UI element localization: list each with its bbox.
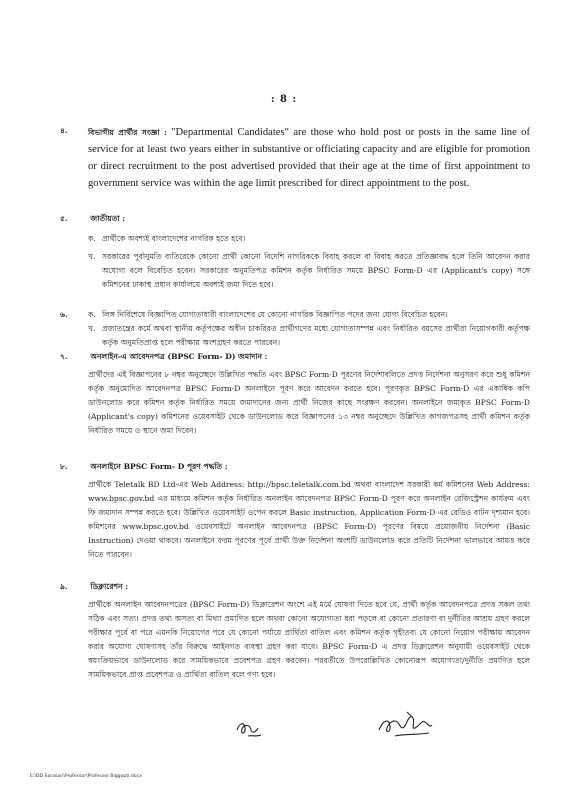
section-7 [60,350,530,438]
file-path-footer: E:\DD Sarasari\Professor\Professor Biggopti.docx [30,774,142,779]
signature-initials [234,716,264,740]
page-number: : 8 : [270,94,298,105]
section-heading: বিভাগীয় প্রার্থীর সংজ্ঞা : [88,128,167,137]
section-number: ৬. [60,310,68,319]
section-4 [60,124,530,192]
section-number: ৫. [60,214,68,223]
list-item: খ. প্রজাতন্ত্রের কর্মে অথবা স্থানীয় কর্তৃপক্ষের অধীন চাকরিরত প্রার্থীগণের মধ্যে যোগ্যতাসম্পন্ন এবং নির্ধারিত বয়সের প্রার্থীরা নিয়োগকারী কর্তৃপক্ষ কর্তৃক অনুমতিপ্রাপ্ত হলে পরীক্ষায় অংশগ্রহণ করতে পারবেন। [88,324,530,347]
section-text: "Departmental Candidates" are those who hold post or posts in the same line of service for at least two years either in substantive or officiating capacity and are eligible for promotion or direct recruitment to the post advertised provided that their age at the time of first appointment to government service was within the age limit prescribed for direct appointment to the post. [88,127,530,189]
section-number: ৯. [60,582,68,591]
signature [375,708,435,742]
section-heading: অনলাইনে BPSC Form- D পূরণ পদ্ধতি : [90,462,228,471]
section-5 [60,212,530,292]
section-9 [60,580,530,682]
section-text: প্রার্থীদের এই বিজ্ঞাপনের ৮ নম্বর অনুচ্ছেদে উল্লিখিত পদ্ধতি এবং BPSC Form-D পূরণের নির্দেশাবলিতে প্রদত্ত নির্দেশনা অনুসরণ করে শুধু কমিশন কর্তৃক অনুমোদিত আবেদনপত্র BPSC Form-D অনলাইনে পূরণ করে আবেদন করতে হবে। পূরণকৃত BPSC Form-D এর একাধিক কপি ডাউনলোড করে কমিশন কর্তৃক নির্ধারিত সময়ে জমাদানের জন্য প্রার্থী নিজের কাছে সংরক্ষণ করবেন। অনলাইনে জমাকৃত BPSC Form-D (Applicant's copy) কমিশনের ওয়েবসাইট থেকে ডাউনলোড করে বিজ্ঞাপনের ১৩ নম্বর অনুচ্ছেদে উল্লিখিত কাগজপত্রসহ প্রার্থী কমিশন কর্তৃক নির্ধারিত সময়ে ও স্থানে জমা দিবেন। [88,370,530,435]
section-heading: ডিক্লারেশন : [90,582,129,591]
section-number: ৭. [60,352,68,361]
list-item: খ. সরকারের পূর্বানুমতি ব্যতিরেকে কোনো প্রার্থী কোনো বিদেশি নাগরিককে বিবাহ করলে বা বিবাহ করতে প্রতিজ্ঞাবদ্ধ হলে তিনি আবেদন করার অযোগ্য বলে বিবেচিত হবেন। সরকারের অনুমতিপত্র কমিশন কর্তৃক নির্ধারিত সময়ে BPSC Form-D এর (Applicant's copy) সঙ্গে কমিশনের ঢাকাস্থ প্রধান কার্যালয়ে অবশ্যই জমা দিতে হবে। [88,252,530,289]
section-6 [60,308,530,350]
section-text: প্রার্থীকে অনলাইন আবেদনপত্রের (BPSC Form-D) ডিক্লারেশন অংশে এই মর্মে ঘোষণা দিতে হবে যে, প্রার্থী কর্তৃক আবেদনপত্রে প্রদত্ত সকল তথ্য সঠিক এবং সত্য। প্রদত্ত তথ্য অসত্য বা মিথ্যা প্রমাণিত হলে অথবা কোনো অযোগ্যতা ধরা পড়লে বা কোনো প্রতারণা বা দুর্নীতির আশ্রয় গ্রহণ করলে পরীক্ষার পূর্বে বা পরে এমনকি নিয়োগের পরে যে কোনো পর্যায়ে প্রার্থিতা বাতিল এবং কমিশন কর্তৃক গৃহীতব্য যে কোনো নিয়োগ পরীক্ষায় আবেদন করার অযোগ্য ঘোষণাসহ তাঁর বিরুদ্ধে আইনগত ব্যবস্থা গ্রহণ করা যাবে। BPSC Form-D এ প্রদত্ত ডিক্লারেশন অনুযায়ী ওয়েবসাইট থেকে স্বয়ংক্রিয়ভাবে ডাউনলোড করে সাময়িকভাবে প্রবেশপত্র গ্রহণ করবেন। পরবর্তীতে উপরোল্লিখিত কোনোরূপ অযোগ্যতা/দুর্নীতি প্রমাণিত হলে সাময়িকভাবে প্রাপ্ত প্রবেশপত্র ও প্রার্থিতা বাতিল বলে গণ্য হবে। [88,600,530,679]
section-heading: জাতীয়তা : [90,214,126,223]
section-heading: অনলাইন-এ আবেদনপত্র (BPSC Form- D) জমাদান : [90,352,268,361]
section-8 [60,460,530,562]
section-number: ৪. [60,126,68,135]
list-item: ক. লিঙ্গ নির্বিশেষে বিজ্ঞাপিত যোগ্যতাধারী বাংলাদেশের যে কোনো নাগরিক বিজ্ঞাপিত পদের জন্য যোগ্য বিবেচিত হবেন। [88,310,448,319]
section-number: ৮. [60,462,68,471]
list-item: ক. প্রার্থীকে অবশ্যই বাংলাদেশের নাগরিক হতে হবে। [88,234,246,243]
section-text: প্রার্থীকে Teletalk BD Ltd-এর Web Address: http://bpsc.teletalk.com.bd অথবা বাংলাদেশ সরকারী কর্ম কমিশনের Web Address: www.bpsc.gov.bd এর মাধ্যমে কমিশন কর্তৃক নির্ধারিত অনলাইন আবেদনপত্র BPSC Form-D পূরণ করে অনলাইন রেজিস্ট্রেশন কার্যক্রম এবং ফি জমাদান সম্পন্ন করতে হবে। উল্লিখিত ওয়েবসাইট ওপেন করলে Basic instruction, Application Form-D এর রেডিও বাটন দৃশ্যমান হবে। কমিশনের www.bpsc.gov.bd ওয়েবসাইটে অনলাইন আবেদনপত্র (BPSC Form-D) পূরণের বিষয়ে প্রয়োজনীয় নির্দেশনা (Basic Instruction) দেওয়া থাকবে। অনলাইনে ফরম পূরণের পূর্বে প্রার্থী উক্ত নির্দেশনা অংশটি ডাউনলোড করে প্রতিটি নির্দেশনা ভালভাবে আয়ত্ত করে নিতে পারবেন। [88,480,530,559]
